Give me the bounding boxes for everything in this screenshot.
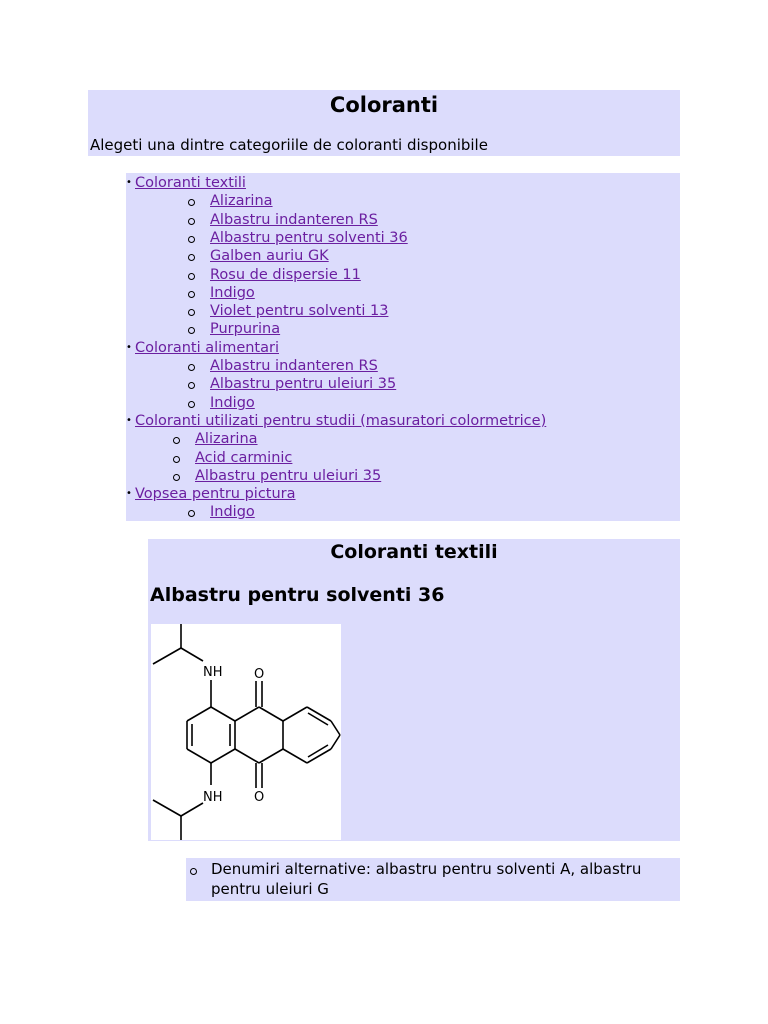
- chemical-structure-diagram: [151, 624, 341, 840]
- category-link[interactable]: Coloranti utilizati pentru studii (masuratori colormetrice): [135, 412, 547, 429]
- subcategory-item: [210, 247, 329, 265]
- dye-link[interactable]: Albastru pentru solventi 36: [210, 229, 408, 246]
- nh-label-top: NH: [203, 665, 223, 680]
- o-label-top: O: [254, 667, 265, 682]
- dye-link[interactable]: Albastru indanteren RS: [210, 211, 378, 228]
- subcategory-item: [210, 284, 255, 302]
- category-item: [126, 339, 279, 357]
- circle-bullet-icon: [188, 273, 195, 280]
- circle-bullet-icon: [188, 327, 195, 334]
- nh-label-bottom: NH: [203, 790, 223, 805]
- circle-bullet-icon: [188, 401, 195, 408]
- subcategory-item: [195, 467, 381, 485]
- subcategory-item: [210, 302, 388, 320]
- dye-link[interactable]: Indigo: [210, 394, 255, 411]
- subcategory-item: [210, 192, 273, 210]
- subcategory-item: [195, 430, 258, 448]
- category-item: [126, 412, 546, 430]
- circle-bullet-icon: [188, 254, 195, 261]
- circle-bullet-icon: [190, 868, 197, 875]
- category-navigation: [126, 173, 680, 521]
- dye-link[interactable]: Albastru pentru uleiuri 35: [210, 376, 397, 393]
- category-link[interactable]: Coloranti alimentari: [135, 339, 279, 356]
- subcategory-item: [210, 266, 361, 284]
- dye-link[interactable]: Acid carminic: [195, 449, 293, 466]
- bullet-icon: •: [126, 414, 132, 426]
- dye-link[interactable]: Alizarina: [195, 431, 258, 448]
- dye-link[interactable]: Albastru pentru uleiuri 35: [195, 467, 382, 484]
- subcategory-item: [210, 375, 396, 393]
- circle-bullet-icon: [173, 437, 180, 444]
- compound-title: Albastru pentru solventi 36: [150, 584, 445, 606]
- dye-link[interactable]: Violet pentru solventi 13: [210, 303, 389, 320]
- alternative-names-item: [186, 858, 680, 901]
- subcategory-item: [210, 320, 280, 338]
- circle-bullet-icon: [188, 364, 195, 371]
- circle-bullet-icon: [188, 382, 195, 389]
- subcategory-item: [210, 229, 408, 247]
- dye-link[interactable]: Indigo: [210, 504, 255, 521]
- circle-bullet-icon: [188, 199, 195, 206]
- circle-bullet-icon: [188, 218, 195, 225]
- dye-link[interactable]: Rosu de dispersie 11: [210, 266, 361, 283]
- category-item: [126, 485, 296, 503]
- circle-bullet-icon: [188, 510, 195, 517]
- o-label-bottom: O: [254, 790, 265, 805]
- dye-link[interactable]: Purpurina: [210, 321, 281, 338]
- compound-detail-panel: [148, 539, 680, 841]
- page-header: [88, 90, 680, 156]
- subcategory-item: [210, 394, 255, 412]
- subcategory-item: [195, 449, 292, 467]
- alternative-names-text: Denumiri alternative: albastru pentru solventi A, albastru pentru uleiuri G: [211, 860, 642, 898]
- category-link[interactable]: Vopsea pentru pictura: [135, 486, 296, 503]
- page-subtitle: Alegeti una dintre categoriile de coloranti disponibile: [90, 136, 488, 154]
- chemical-structure-image: [151, 624, 341, 840]
- bullet-icon: •: [126, 488, 132, 500]
- category-link[interactable]: Coloranti textili: [135, 175, 246, 191]
- circle-bullet-icon: [188, 309, 195, 316]
- circle-bullet-icon: [173, 474, 180, 481]
- dye-link[interactable]: Albastru indanteren RS: [210, 358, 378, 374]
- circle-bullet-icon: [173, 456, 180, 463]
- dye-link[interactable]: Galben auriu GK: [210, 248, 329, 265]
- bullet-icon: •: [126, 341, 132, 353]
- page-title: Coloranti: [329, 93, 439, 117]
- subcategory-item: [210, 357, 378, 375]
- dye-link[interactable]: Alizarina: [210, 193, 273, 210]
- circle-bullet-icon: [188, 291, 195, 298]
- category-item: [126, 174, 246, 192]
- subcategory-item: [210, 503, 255, 521]
- circle-bullet-icon: [188, 236, 195, 243]
- section-title: Coloranti textili: [330, 541, 498, 563]
- dye-link[interactable]: Indigo: [210, 284, 255, 301]
- subcategory-item: [210, 211, 378, 229]
- bullet-icon: •: [126, 177, 132, 188]
